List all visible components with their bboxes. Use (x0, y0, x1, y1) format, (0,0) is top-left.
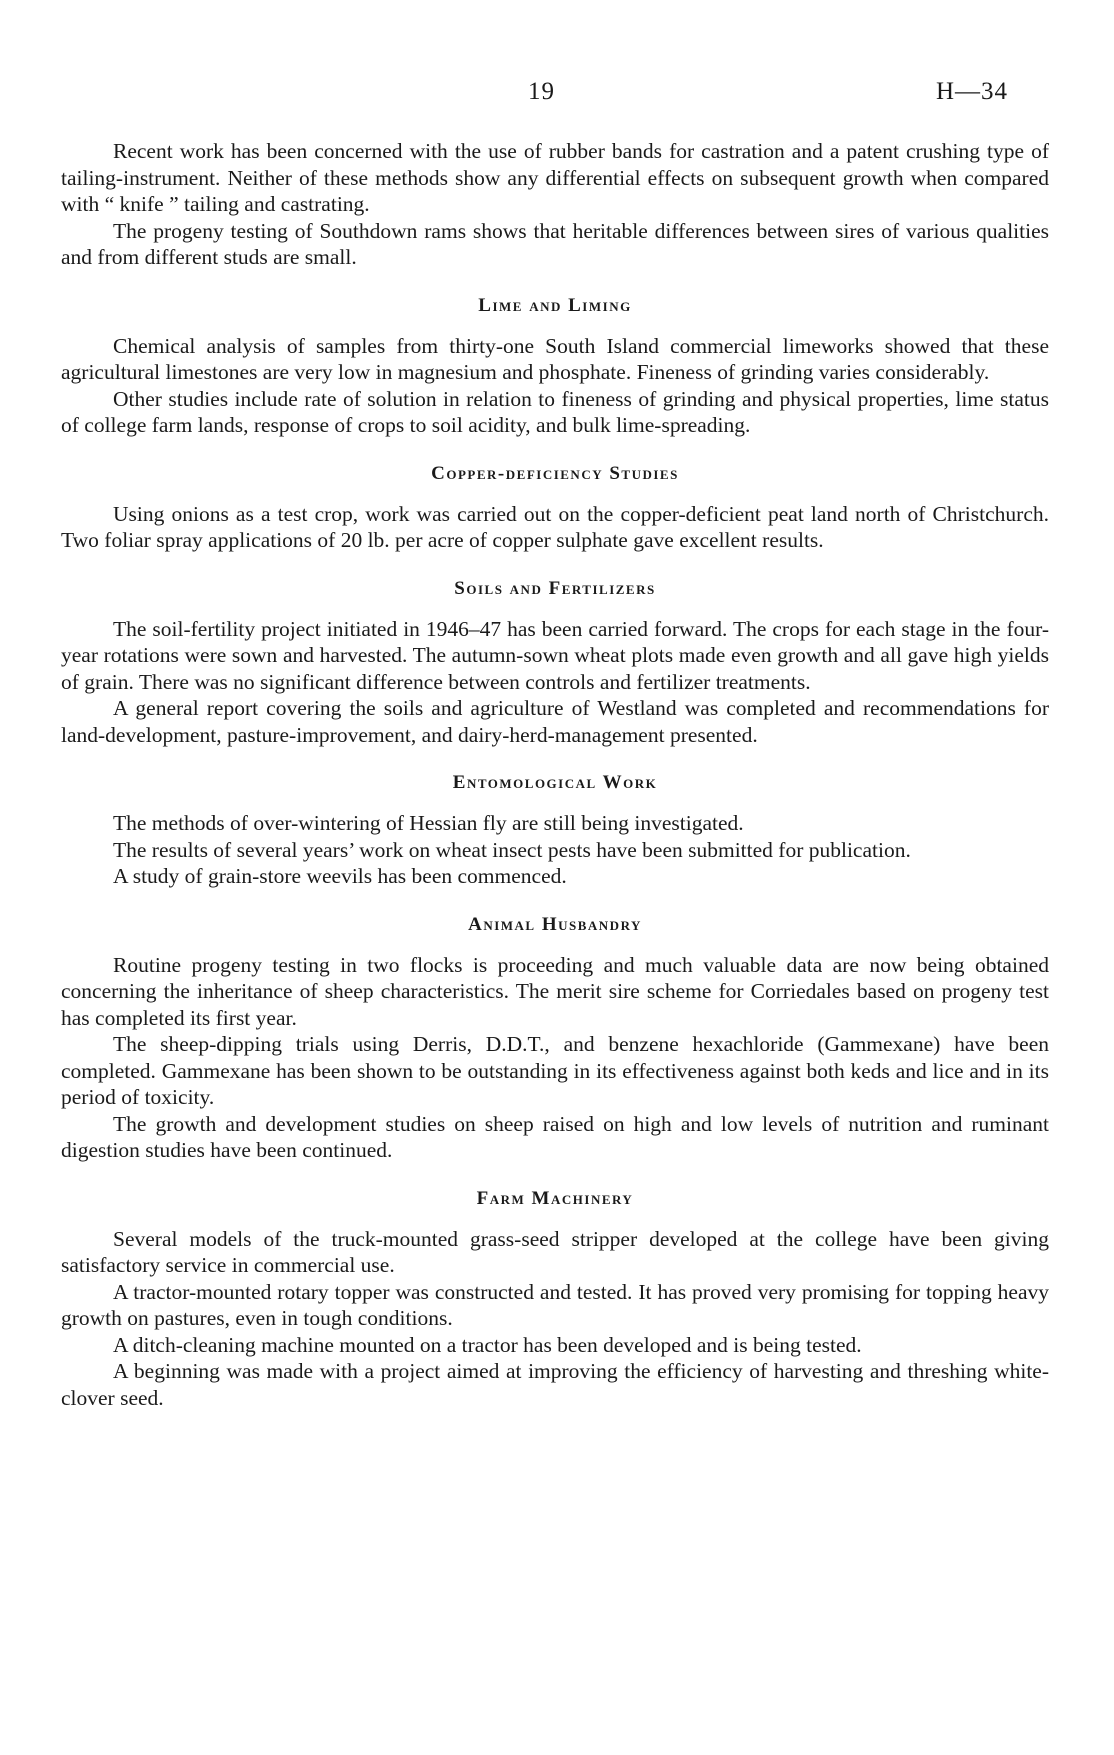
paragraph: A beginning was made with a project aimed at improving the efficiency of harvesting and threshing white-clover seed. (61, 1359, 1049, 1410)
section-heading: Copper-deficiency Studies (431, 462, 679, 484)
paragraph: The sheep-dipping trials using Derris, D.D.T., and benzene hexachloride (Gammexane) have been completed. Gammexane has been shown to be outstanding in its effectiveness against both keds and lice and in its period of toxicity. (61, 1032, 1049, 1109)
paragraph: The results of several years’ work on wheat insect pests have been submitted for publication. (113, 837, 911, 862)
section-entomological-work (61, 772, 1049, 890)
paragraph: Several models of the truck-mounted grass-seed stripper developed at the college have been giving satisfactory service in commercial use. (61, 1226, 1049, 1277)
section-heading: Lime and Liming (478, 294, 632, 316)
document-reference: H—34 (936, 78, 1009, 105)
page-number: 19 (528, 78, 555, 105)
paragraph: The progeny testing of Southdown rams shows that heritable differences between sires of various qualities and from different studs are small. (61, 218, 1049, 269)
section-soils-and-fertilizers (61, 578, 1049, 749)
intro-section (61, 138, 1049, 271)
paragraph: A study of grain-store weevils has been commenced. (113, 864, 567, 888)
paragraph: A ditch-cleaning machine mounted on a tractor has been developed and is being tested. (113, 1332, 862, 1357)
section-farm-machinery (61, 1188, 1049, 1412)
paragraph: A tractor-mounted rotary topper was constructed and tested. It has proved very promising for topping heavy growth on pastures, even in tough conditions. (61, 1279, 1049, 1330)
paragraph: Other studies include rate of solution in relation to fineness of grinding and physical properties, lime status of college farm lands, response of crops to soil acidity, and bulk lime-spreading. (61, 386, 1049, 437)
paragraph: Recent work has been concerned with the use of rubber bands for castration and a patent crushing type of tailing-instrument. Neither of these methods show any differential effects on subsequent growth when compared with “ knife ” tailing and castrating. (61, 139, 1049, 216)
section-heading: Animal Husbandry (468, 913, 642, 935)
paragraph: Chemical analysis of samples from thirty-one South Island commercial limeworks showed that these agricultural limestones are very low in magnesium and phosphate. Fineness of grinding varies considerably. (61, 333, 1049, 384)
page-body (61, 138, 1049, 1411)
paragraph: The soil-fertility project initiated in 1946–47 has been carried forward. The crops for each stage in the four-year rotations were sown and harvested. The autumn-sown wheat plots made even growth and all gave high yields of grain. There was no significant difference between controls and fertilizer treatments. (61, 616, 1049, 694)
page-header (0, 78, 1114, 110)
paragraph: The growth and development studies on sheep raised on high and low levels of nutrition and ruminant digestion studies have been continued. (61, 1111, 1049, 1162)
paragraph: The methods of over-wintering of Hessian fly are still being investigated. (113, 811, 744, 835)
paragraph: Using onions as a test crop, work was carried out on the copper-deficient peat land north of Christchurch. Two foliar spray applications of 20 lb. per acre of copper sulphate gave excellent results. (61, 501, 1049, 552)
section-animal-husbandry (61, 914, 1049, 1164)
section-heading: Soils and Fertilizers (454, 577, 656, 599)
section-copper-deficiency-studies (61, 463, 1049, 554)
paragraph: Routine progeny testing in two flocks is proceeding and much valuable data are now being obtained concerning the inheritance of sheep characteristics. The merit sire scheme for Corriedales based on progeny test has completed its first year. (61, 952, 1049, 1030)
section-heading: Entomological Work (452, 772, 658, 793)
section-lime-and-liming (61, 295, 1049, 439)
paragraph: A general report covering the soils and agriculture of Westland was completed and recommendations for land-development, pasture-improvement, and dairy-herd-management presented. (61, 696, 1049, 747)
section-heading: Farm Machinery (476, 1187, 634, 1209)
